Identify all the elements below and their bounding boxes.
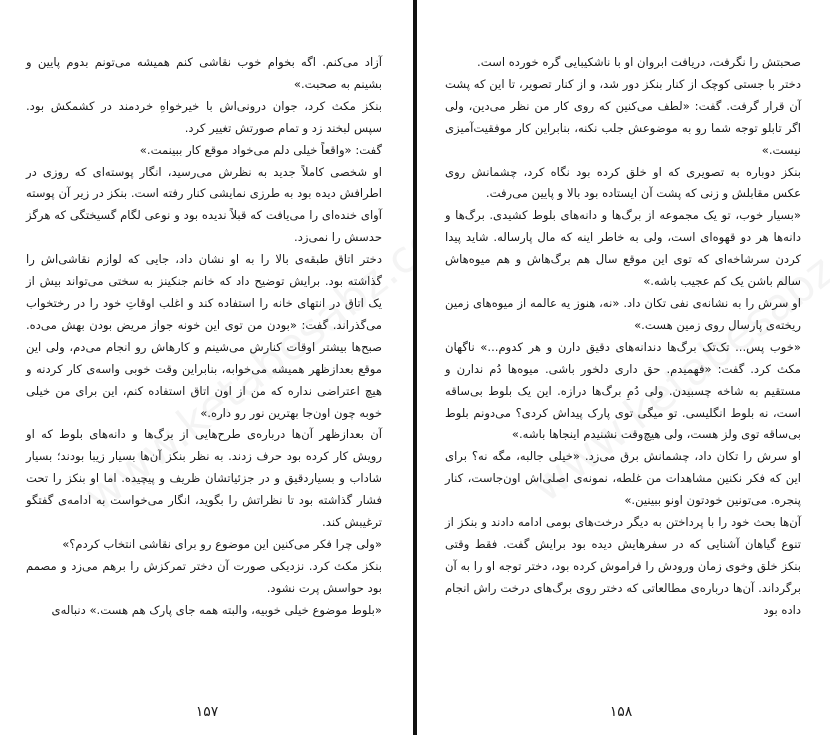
paragraph: بنکز مکث کرد. نزدیکی صورت آن دختر تمرکزش را برهم می‌زد و مصمم بود حواسش پرت نشود.	[26, 558, 382, 595]
paragraph: بنکز مکث کرد، جوان درونی‌اش با خیرخواهِ خردمند در کشمکش بود. سپس لبخند زد و تمام صورتش تغییر کرد.	[26, 98, 382, 135]
right-page-text	[445, 52, 801, 622]
paragraph: «خوب پس... تک‌تک برگ‌ها دندانه‌های دقیق دارن و هر کدوم...» ناگهان مکث کرد. گفت: «فهمیدم. حق داری دلخور باشی. میوه‌ها دُم ندارن و مستقیم به شاخه چسبیدن. ولی دُمِ برگ‌ها درازه. این یک بلوط بی‌ساقه است، نه بلوط انگلیسی. تو میگی توی پارک پیداش کردی؟ می‌دونم بلوط بی‌ساقه توی ولز هست، ولی هیچ‌وقت نشنیدم اینجاها باشه.»	[445, 339, 801, 442]
page-number: ۱۵۸	[609, 704, 633, 720]
paragraph: «ولی چرا فکر می‌کنین این موضوع رو برای نقاشی انتخاب کردم؟»	[62, 536, 382, 551]
paragraph: او سرش را به نشانه‌ی نفی تکان داد. «نه، هنوز یه عالمه از میوه‌های زمین ریخته‌ی پارسال روی زمین هست.»	[445, 295, 801, 332]
paragraph: صحبتش را نگرفت، دریافت ابروان او با ناشکیبایی گره خورده است.	[477, 55, 801, 69]
paragraph: «بسیار خوب، تو یک مجموعه از برگ‌ها و دانه‌های بلوط کشیدی. برگ‌ها و دانه‌ها هر دو قهوه‌ای است، ولی به خاطر اینه که مال پارساله. شاید پیدا کردن سرشاخه‌ای که توی این موقع سال هم برگ‌هاش و هم میوه‌هاش سالم باشن یک کم عجیب باشه.»	[445, 208, 801, 289]
paragraph: آن‌ها بحث خود را با پرداختن به دیگر درخت‌های بومی ادامه دادند و بنکز از تنوع گیاهان آشنایی که در سفرهایش دیده بود برایش گفت. فقط وقتی بنکز خلق وخوی زمان ورودش را فراموش کرده بود، دختر توجه او را به آن برگرداند. آن‌ها درباره‌ی مطالعاتی که دختر روی برگ‌های درخت راش انجام داده بود	[445, 515, 801, 617]
paragraph: آن بعدازظهر آن‌ها درباره‌ی طرح‌هایی از برگ‌ها و دانه‌های بلوط که او رویش کار کرده بود حرف زدند. به نظر بنکز آن‌ها بسیار زیبا بودند؛ بسیار شاداب و بسیاردقیق و در جزئیاتشان ظریف و پیچیده. اما او بنکز را تحت فشار گذاشته بود تا نظراتش را بگوید، انگار می‌خواست به ادامه‌ی گفتگو ترغیبش کند.	[26, 427, 382, 530]
paragraph: گفت: «واقعاً خیلی دلم می‌خواد موقع کار ببینمت.»	[139, 142, 382, 157]
page-number: ۱۵۷	[195, 704, 219, 720]
right-page	[417, 0, 830, 735]
paragraph: دختر اتاق طبقه‌ی بالا را به او نشان داد، جایی که لوازم نقاشی‌اش را گذاشته بود. برایش توضیح داد که خانم جنکینز به سختی می‌تواند بیش از یک اتاق در انتهای خانه را استفاده کند و اغلب اوقاتِ خود را در رختخواب می‌گذراند. گفت: «بودن من توی این خونه جواز مریض بودن بهش می‌ده. صبح‌ها بیشتر اوقات کنارش می‌شینم و کارهاش رو انجام می‌دم، ولی این موقع بعدازظهر همیشه می‌خوابه، بنابراین وقت خوبی واسه‌ی کار کردنه و هیچ اعتراضی نداره که من از اون اتاق استفاده کنم، این برای من خیلی خوبه چون اون‌جا بهترین نور رو داره.»	[26, 252, 382, 420]
paragraph: آزاد می‌کنم. اگه بخوام خوب نقاشی کنم همیشه می‌تونم بدوم پایین و بشینم به صحبت.»	[26, 55, 382, 91]
paragraph: بنکز دوباره به تصویری که او خلق کرده بود نگاه کرد، چشمانش روی عکس مقابلش و زنی که پشت آن ایستاده بود بالا و پایین می‌رفت.	[445, 164, 801, 201]
paragraph: «بلوط موضوع خیلی خوبیه، والبته همه جای پارک هم هست.» دنباله‌ی	[51, 602, 382, 617]
paragraph: دختر با جستی کوچک از کنار بنکز دور شد، و از کنار تصویر، تا این که پشت آن قرار گرفت. گفت: «لطف می‌کنین که روی کار من نظر می‌دین، ولی اگر تابلو توجه شما رو به موضوعش جلب نکنه، بنابراین کار موفقیت‌آمیزی نیست.»	[445, 76, 801, 157]
left-page-text	[26, 52, 382, 622]
paragraph: او شخصی کاملاً جدید به نظرش می‌رسید، انگار پوسته‌ای که روزی در اطرافش دیده بود به طرزی نمایشی کنار رفته است. بنکز در زیر آن پوسته آوای خنده‌ای را می‌یافت که قبلاً ندیده بود و نوعی لگام گسیختگی که هرگز حدسش را نمی‌زد.	[26, 164, 382, 245]
paragraph: او سرش را تکان داد، چشمانش برق می‌زد. «خیلی جالبه، مگه نه؟ برای این که فکر نکنین مشاهدات من غلطه، نمونه‌ی اصلی‌اش اون‌جاست، کنار پنجره. می‌تونین خودتون اونو ببینین.»	[445, 449, 801, 508]
left-page	[0, 0, 413, 735]
